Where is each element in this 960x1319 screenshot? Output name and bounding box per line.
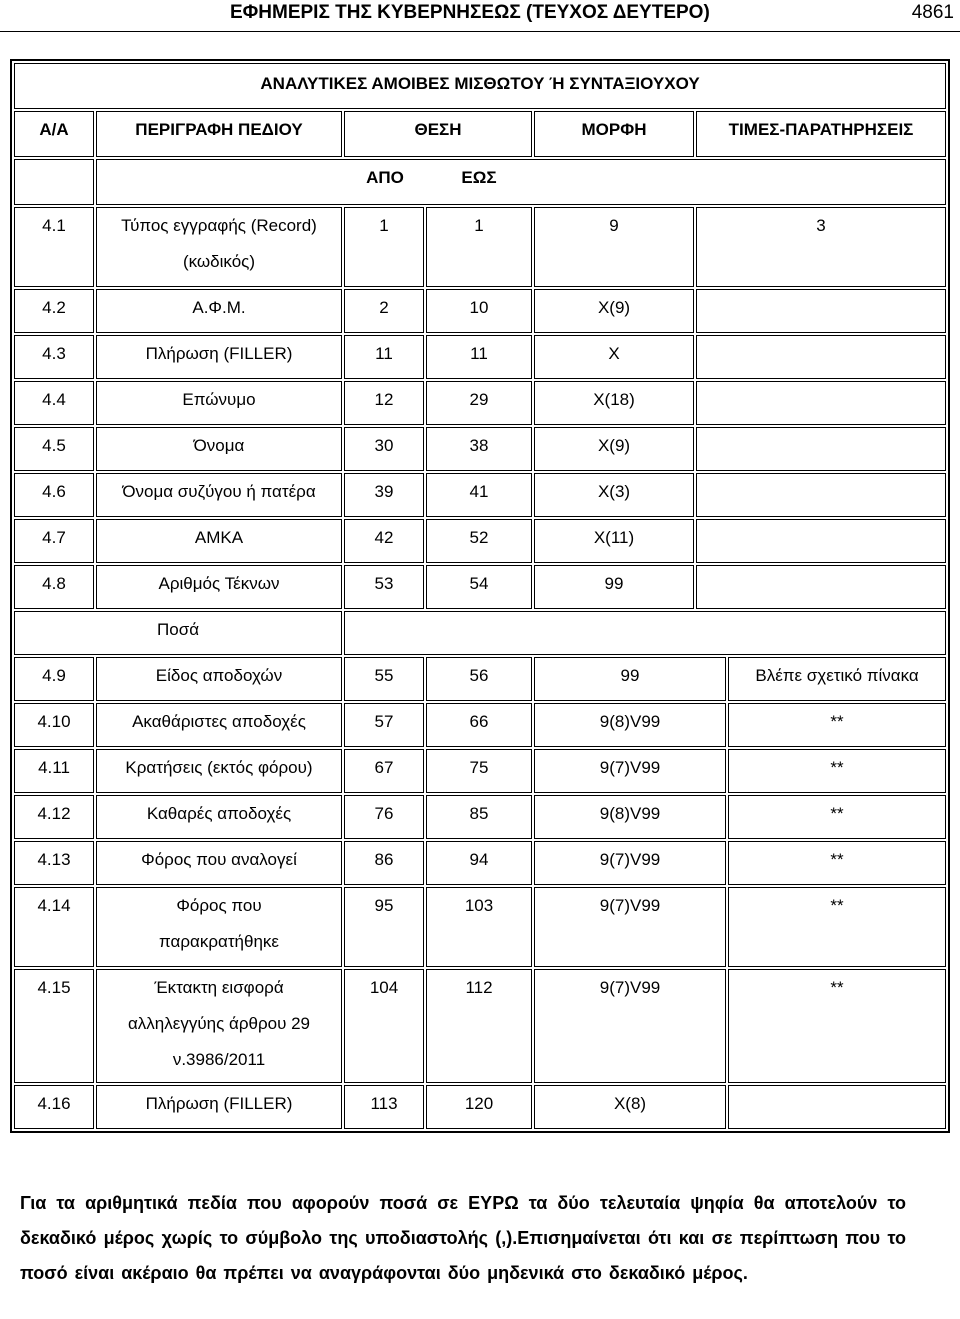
row-aa: 4.13 bbox=[14, 841, 94, 885]
row-description: Πλήρωση (FILLER) bbox=[96, 1085, 342, 1129]
page-number: 4861 bbox=[911, 2, 954, 23]
row-aa: 4.6 bbox=[14, 473, 94, 517]
row-notes: ** bbox=[728, 969, 946, 1083]
footnote-paragraph: Για τα αριθμητικά πεδία που αφορούν ποσά σε ΕΥΡΩ τα δύο τελευταία ψηφία θα αποτελούν το δεκαδικό μέρος χωρίς το σύμβολο της υποδιαστολής (,).Επισημαίνεται ότι και σε περίπτωση που το ποσό είναι ακέραιο θα πρέπει να αναγράφονται δύο μηδενικά στο δεκαδικό μέρος. bbox=[20, 1193, 906, 1283]
row-notes bbox=[696, 519, 946, 563]
row-notes: ** bbox=[728, 749, 946, 793]
row-from: 55 bbox=[344, 657, 424, 701]
table-row bbox=[14, 887, 946, 967]
row-from: 11 bbox=[344, 335, 424, 379]
row-from: 67 bbox=[344, 749, 424, 793]
row-aa: 4.9 bbox=[14, 657, 94, 701]
row-from: 1 bbox=[344, 207, 424, 287]
row-description: Ακαθάριστες αποδοχές bbox=[96, 703, 342, 747]
row-to: 112 bbox=[426, 969, 532, 1083]
row-notes bbox=[696, 335, 946, 379]
table-row bbox=[14, 1085, 946, 1129]
row-from: 86 bbox=[344, 841, 424, 885]
row-description-line: Έκτακτη εισφορά bbox=[154, 978, 284, 997]
row-from: 12 bbox=[344, 381, 424, 425]
col-header-from: ΑΠΟ bbox=[366, 168, 404, 187]
subheader-empty bbox=[14, 159, 94, 205]
row-notes bbox=[696, 381, 946, 425]
table-row bbox=[14, 289, 946, 333]
table-row bbox=[14, 565, 946, 609]
row-aa: 4.4 bbox=[14, 381, 94, 425]
row-aa: 4.10 bbox=[14, 703, 94, 747]
row-to: 11 bbox=[426, 335, 532, 379]
row-description: Φόρος που αναλογεί bbox=[96, 841, 342, 885]
table-row bbox=[14, 969, 946, 1083]
row-to: 103 bbox=[426, 887, 532, 967]
subheader-from-to bbox=[96, 159, 946, 205]
row-format: 99 bbox=[534, 657, 726, 701]
row-description: Κρατήσεις (εκτός φόρου) bbox=[96, 749, 342, 793]
row-to: 52 bbox=[426, 519, 532, 563]
row-description-line: Τύπος εγγραφής (Record) bbox=[121, 216, 317, 235]
row-aa: 4.3 bbox=[14, 335, 94, 379]
row-format: 99 bbox=[534, 565, 694, 609]
row-to: 66 bbox=[426, 703, 532, 747]
row-format: X(18) bbox=[534, 381, 694, 425]
row-aa: 4.15 bbox=[14, 969, 94, 1083]
row-aa: 4.11 bbox=[14, 749, 94, 793]
row-to: 38 bbox=[426, 427, 532, 471]
row-aa: 4.1 bbox=[14, 207, 94, 287]
row-from: 95 bbox=[344, 887, 424, 967]
row-to: 41 bbox=[426, 473, 532, 517]
table-row bbox=[14, 795, 946, 839]
row-from: 57 bbox=[344, 703, 424, 747]
row-aa: 4.7 bbox=[14, 519, 94, 563]
row-description: ΑΜΚΑ bbox=[96, 519, 342, 563]
row-format: 9(7)V99 bbox=[534, 749, 726, 793]
row-notes: Βλέπε σχετικό πίνακα bbox=[728, 657, 946, 701]
header-rule bbox=[0, 31, 960, 32]
table-row bbox=[14, 381, 946, 425]
row-format: 9(7)V99 bbox=[534, 887, 726, 967]
row-description-line: ν.3986/2011 bbox=[172, 1050, 266, 1069]
row-to: 75 bbox=[426, 749, 532, 793]
row-description: Αριθμός Τέκνων bbox=[96, 565, 342, 609]
row-format: X bbox=[534, 335, 694, 379]
row-description bbox=[96, 969, 342, 1083]
row-to: 120 bbox=[426, 1085, 532, 1129]
row-format: X(8) bbox=[534, 1085, 726, 1129]
col-header-format: ΜΟΡΦΗ bbox=[534, 111, 694, 157]
row-aa: 4.2 bbox=[14, 289, 94, 333]
row-description-line: παρακρατήθηκε bbox=[159, 932, 279, 951]
row-notes bbox=[696, 427, 946, 471]
row-description: Καθαρές αποδοχές bbox=[96, 795, 342, 839]
row-aa: 4.14 bbox=[14, 887, 94, 967]
row-aa: 4.5 bbox=[14, 427, 94, 471]
fields-table bbox=[10, 59, 950, 1133]
table-row bbox=[14, 207, 946, 287]
row-aa: 4.12 bbox=[14, 795, 94, 839]
row-description: Α.Φ.Μ. bbox=[96, 289, 342, 333]
col-header-notes: ΤΙΜΕΣ-ΠΑΡΑΤΗΡΗΣΕΙΣ bbox=[696, 111, 946, 157]
row-from: 39 bbox=[344, 473, 424, 517]
row-description-line: Φόρος που bbox=[176, 896, 262, 915]
table-row bbox=[14, 841, 946, 885]
table-row bbox=[14, 335, 946, 379]
row-notes bbox=[696, 289, 946, 333]
table-row bbox=[14, 427, 946, 471]
table-row bbox=[14, 473, 946, 517]
row-notes bbox=[696, 473, 946, 517]
row-notes bbox=[728, 1085, 946, 1129]
section-empty bbox=[344, 611, 946, 655]
row-notes: 3 bbox=[696, 207, 946, 287]
row-to: 10 bbox=[426, 289, 532, 333]
row-notes: ** bbox=[728, 887, 946, 967]
row-from: 2 bbox=[344, 289, 424, 333]
row-from: 76 bbox=[344, 795, 424, 839]
row-description bbox=[96, 207, 342, 287]
row-to: 1 bbox=[426, 207, 532, 287]
row-description: Όνομα bbox=[96, 427, 342, 471]
row-notes: ** bbox=[728, 841, 946, 885]
row-to: 94 bbox=[426, 841, 532, 885]
row-aa: 4.8 bbox=[14, 565, 94, 609]
row-from: 104 bbox=[344, 969, 424, 1083]
row-description: Όνομα συζύγου ή πατέρα bbox=[96, 473, 342, 517]
col-header-to: ΕΩΣ bbox=[461, 168, 497, 187]
row-from: 42 bbox=[344, 519, 424, 563]
row-from: 53 bbox=[344, 565, 424, 609]
gazette-title: ΕΦΗΜΕΡΙΣ ΤΗΣ ΚΥΒΕΡΝΗΣΕΩΣ (ΤΕΥΧΟΣ ΔΕΥΤΕΡΟ) bbox=[230, 2, 710, 23]
row-format: 9(8)V99 bbox=[534, 703, 726, 747]
row-format: 9(7)V99 bbox=[534, 969, 726, 1083]
row-to: 29 bbox=[426, 381, 532, 425]
row-to: 56 bbox=[426, 657, 532, 701]
row-format: X(9) bbox=[534, 289, 694, 333]
table-row bbox=[14, 703, 946, 747]
section-row bbox=[14, 611, 946, 655]
row-to: 85 bbox=[426, 795, 532, 839]
row-format: 9(7)V99 bbox=[534, 841, 726, 885]
row-description-line: αλληλεγγύης άρθρου 29 bbox=[127, 1014, 311, 1033]
row-notes: ** bbox=[728, 703, 946, 747]
row-aa: 4.16 bbox=[14, 1085, 94, 1129]
row-format: 9 bbox=[534, 207, 694, 287]
row-notes bbox=[696, 565, 946, 609]
page-header bbox=[0, 0, 960, 30]
row-to: 54 bbox=[426, 565, 532, 609]
row-description: Πλήρωση (FILLER) bbox=[96, 335, 342, 379]
row-from: 30 bbox=[344, 427, 424, 471]
row-description bbox=[96, 887, 342, 967]
table-row bbox=[14, 749, 946, 793]
row-format: X(3) bbox=[534, 473, 694, 517]
row-format: X(11) bbox=[534, 519, 694, 563]
row-notes: ** bbox=[728, 795, 946, 839]
table-caption: ΑΝΑΛΥΤΙΚΕΣ ΑΜΟΙΒΕΣ ΜΙΣΘΩΤΟΥ Ή ΣΥΝΤΑΞΙΟΥΧΟΥ bbox=[14, 63, 946, 109]
row-description-line: (κωδικός) bbox=[182, 252, 256, 271]
section-label-amounts: Ποσά bbox=[14, 611, 342, 655]
table-row bbox=[14, 657, 946, 701]
table-row bbox=[14, 519, 946, 563]
col-header-description: ΠΕΡΙΓΡΑΦΗ ΠΕΔΙΟΥ bbox=[96, 111, 342, 157]
col-header-aa: Α/Α bbox=[14, 111, 94, 157]
row-from: 113 bbox=[344, 1085, 424, 1129]
col-header-position: ΘΕΣΗ bbox=[344, 111, 532, 157]
row-description: Είδος αποδοχών bbox=[96, 657, 342, 701]
row-format: 9(8)V99 bbox=[534, 795, 726, 839]
row-description: Επώνυμο bbox=[96, 381, 342, 425]
row-format: X(9) bbox=[534, 427, 694, 471]
